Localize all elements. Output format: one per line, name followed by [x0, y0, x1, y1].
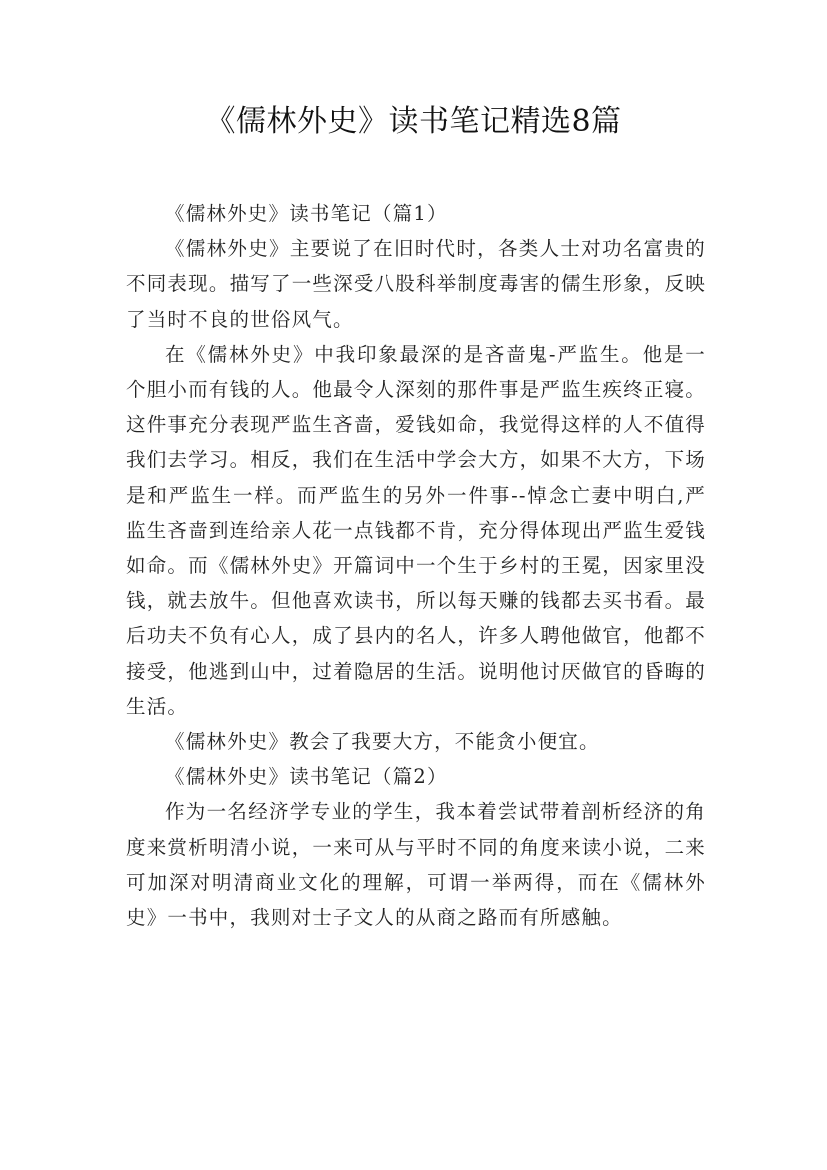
section-2-paragraph: 作为一名经济学专业的学生，我本着尝试带着剖析经济的角度来赏析明清小说，一来可从与平时不同的角度来读小说，二来可加深对明清商业文化的理解，可谓一举两得，而在《儒林外史》一书中，我则对士子文人的从商之路而有所感触。: [126, 800, 706, 930]
section-1-paragraph: 在《儒林外史》中我印象最深的是吝啬鬼-严监生。他是一个胆小而有钱的人。他最令人深刻的那件事是严监生疾终正寝。这件事充分表现严监生吝啬，爱钱如命，我觉得这样的人不值得我们去学习。相反，我们在生活中学会大方，如果不大方，下场是和严监生一样。而严监生的另外一件事--悼念亡妻中明白,严监生吝啬到连给亲人花一点钱都不肯，充分得体现出严监生爱钱如命。而《儒林外史》开篇词中一个生于乡村的王冕，因家里没钱，就去放牛。但他喜欢读书，所以每天赚的钱都去买书看。最后功夫不负有心人，成了县内的名人，许多人聘他做官，他都不接受，他逃到山中，过着隐居的生活。说明他讨厌做官的昏晦的生活。: [126, 342, 706, 718]
section-1-heading: 《儒林外史》读书笔记（篇1）: [165, 202, 448, 225]
section-2-heading: 《儒林外史》读书笔记（篇2）: [165, 765, 448, 789]
document-body: [126, 196, 706, 935]
document-title: 《儒林外史》读书笔记精选8篇: [205, 104, 622, 139]
section-1-paragraph: 《儒林外史》教会了我要大方，不能贪小便宜。: [165, 730, 600, 754]
section-1-paragraph: 《儒林外史》主要说了在旧时代时，各类人士对功名富贵的不同表现。描写了一些深受八股科举制度毒害的儒生形象，反映了当时不良的世俗风气。: [126, 237, 706, 331]
